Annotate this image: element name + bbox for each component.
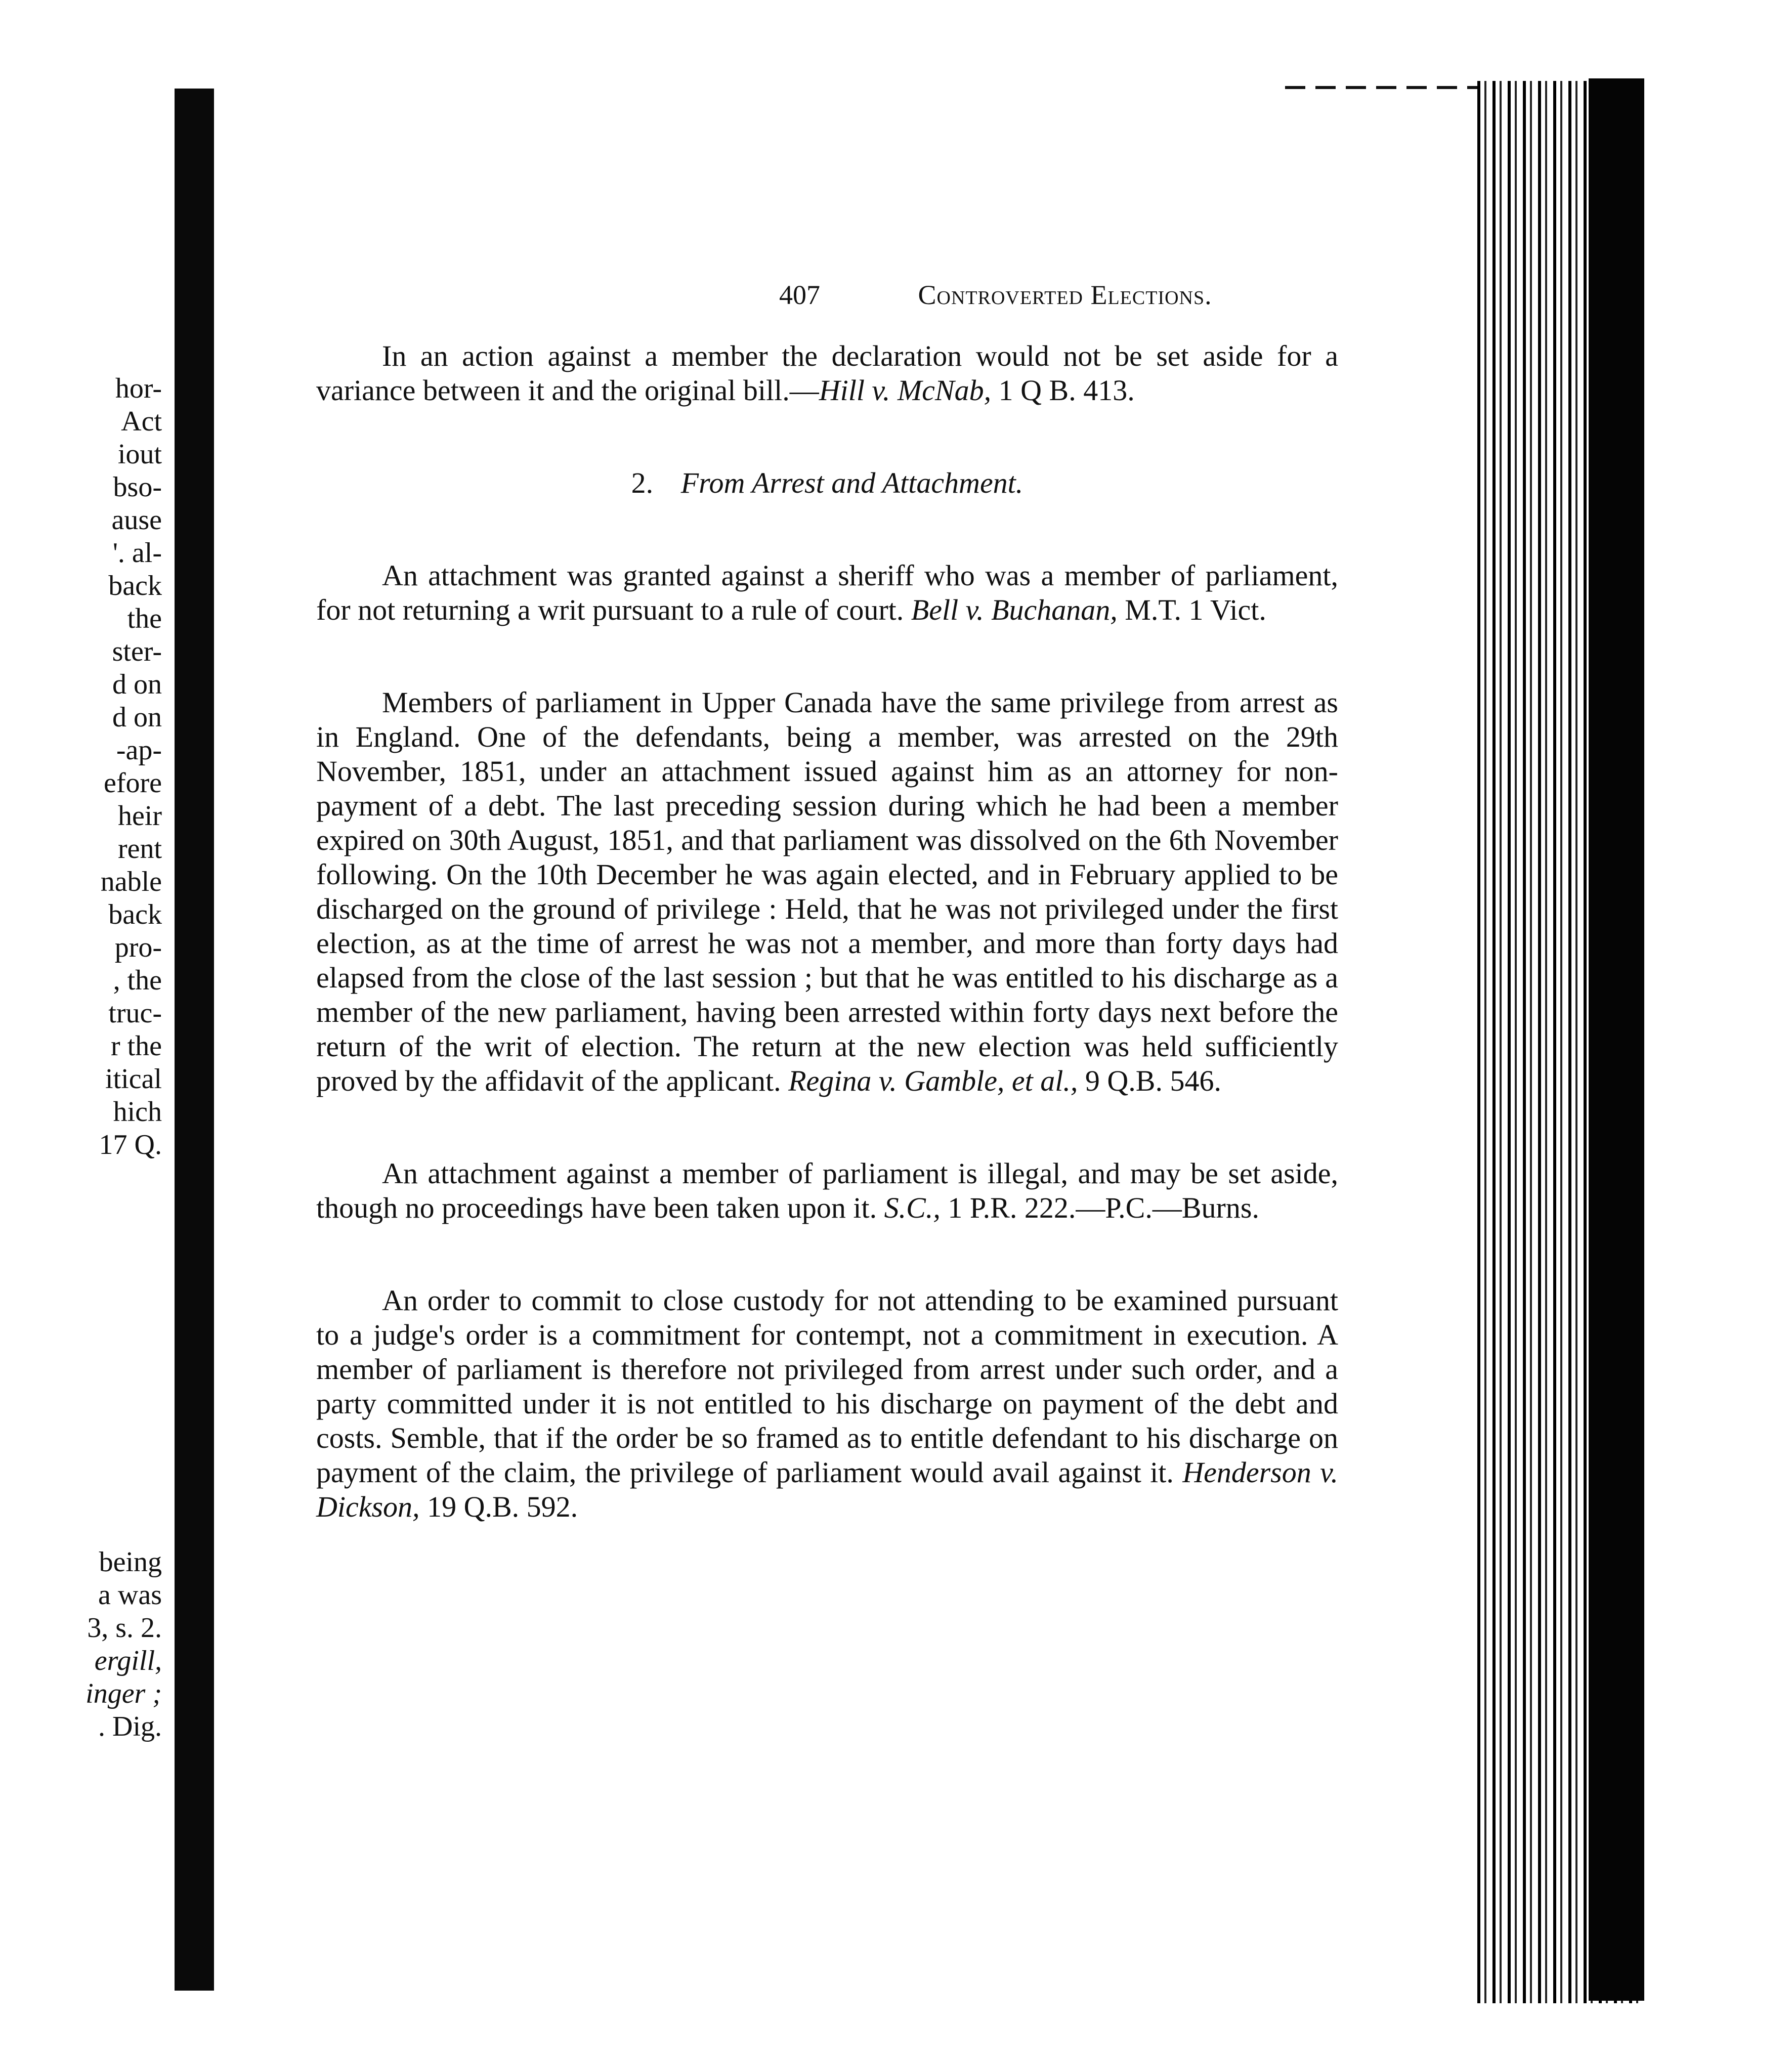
book-fore-edge-shadow	[1589, 78, 1644, 2001]
paragraph	[316, 339, 1338, 408]
margin-fragment: iout	[117, 439, 162, 470]
margin-fragment: , the	[113, 965, 162, 996]
paragraph	[316, 558, 1338, 627]
section-heading	[316, 466, 1338, 500]
paragraph-text: An order to commit to close custody for not attending to be examined pursuant to a judge's order is a commitment for contempt, not a commitment in execution. A member of parliament is therefore not privileged from arrest under such order, and a party committed under it is not entitled to his discharge on payment of the debt and costs. Semble, that if the order be so framed as to entitle defendant to his discharge on payment of the claim, the privilege of parliament would avail against it.	[316, 1284, 1338, 1489]
paragraph-text: An attachment against a member of parliament is illegal, and may be set aside, though no proceedings have been taken upon it.	[316, 1157, 1338, 1224]
page-body	[316, 339, 1338, 1582]
margin-fragment: back	[108, 570, 162, 601]
case-citation: Hill v. McNab,	[819, 374, 992, 407]
margin-fragment: r the	[110, 1030, 162, 1062]
margin-fragment: ergill,	[94, 1645, 162, 1676]
margin-fragment: back	[108, 899, 162, 930]
margin-fragment: truc-	[108, 998, 162, 1029]
margin-fragment: d on	[112, 702, 162, 733]
margin-fragment: efore	[103, 767, 162, 799]
margin-fragment: rent	[117, 833, 162, 865]
margin-fragment: heir	[117, 800, 162, 832]
citation-reference: 1 Q B. 413.	[991, 374, 1135, 407]
margin-fragment: the	[127, 603, 162, 634]
paragraph	[316, 685, 1338, 1098]
case-citation: S.C.,	[884, 1191, 941, 1224]
citation-reference: 9 Q.B. 546.	[1078, 1064, 1221, 1097]
paragraph-text: In an action against a member the declaration would not be set aside for a variance between it and the original bill.—	[316, 339, 1338, 407]
margin-fragment: 17 Q.	[99, 1129, 162, 1160]
page-header	[779, 277, 1346, 313]
paragraph-text: Members of parliament in Upper Canada have the same privilege from arrest as in England. One of the defendants, being a member, was arrested on the 29th November, 1851, under an attachment issued against him as an attorney for non-payment of a debt. The last preceding session during which he had been a member expired on 30th August, 1851, and that parliament was dissolved on the 6th November following. On the 10th December he was again elected, and in February applied to be discharged on the ground of privilege : Held, that he was not privileged under the first election, as at the time of arrest he was not a member, and more than forty days had elapsed from the close of the last session ; but that he was entitled to his discharge as a member of the new parliament, having been arrested within forty days next before the return of the writ of election. The return at the new election was held sufficiently proved by the affidavit of the applicant.	[316, 686, 1338, 1097]
margin-fragment: ster-	[112, 636, 162, 667]
margin-fragment: 3, s. 2.	[87, 1612, 162, 1644]
case-citation: Regina v. Gamble, et al.,	[788, 1064, 1078, 1097]
margin-fragment: nable	[100, 866, 162, 897]
page-edge-marks	[1285, 86, 1498, 89]
margin-fragment: inger ;	[86, 1678, 162, 1709]
margin-fragment: bso-	[113, 471, 162, 503]
running-head: Controverted Elections.	[918, 280, 1212, 310]
margin-fragment: ause	[111, 504, 162, 536]
paragraph	[316, 1283, 1338, 1524]
margin-fragment: itical	[105, 1063, 162, 1095]
section-title: From Arrest and Attachment.	[680, 466, 1023, 499]
paragraph	[316, 1156, 1338, 1225]
margin-fragment: hich	[113, 1096, 162, 1128]
margin-fragment: being	[99, 1546, 162, 1578]
case-citation: Bell v. Buchanan,	[911, 593, 1118, 626]
citation-reference: 19 Q.B. 592.	[419, 1490, 578, 1523]
margin-fragment: -ap-	[116, 735, 162, 766]
paragraph-text: An attachment was granted against a sheriff who was a member of parliament, for not returning a writ pursuant to a rule of court.	[316, 559, 1338, 626]
page-number: 407	[779, 280, 820, 310]
margin-fragment: a was	[98, 1579, 162, 1611]
case-citation: Henderson v. Dickson,	[316, 1456, 1339, 1523]
margin-fragment: d on	[112, 669, 162, 700]
margin-fragment: Act	[121, 406, 162, 437]
margin-fragment: '. al-	[112, 537, 162, 569]
margin-fragment: pro-	[114, 932, 162, 963]
citation-reference: M.T. 1 Vict.	[1117, 593, 1266, 626]
section-number: 2.	[631, 466, 654, 499]
adjacent-page-fragments	[0, 0, 162, 2067]
book-gutter-shadow	[175, 89, 214, 1991]
citation-reference: 1 P.R. 222.—P.C.—Burns.	[940, 1191, 1259, 1224]
margin-fragment: . Dig.	[98, 1711, 162, 1742]
margin-fragment: hor-	[115, 373, 162, 404]
